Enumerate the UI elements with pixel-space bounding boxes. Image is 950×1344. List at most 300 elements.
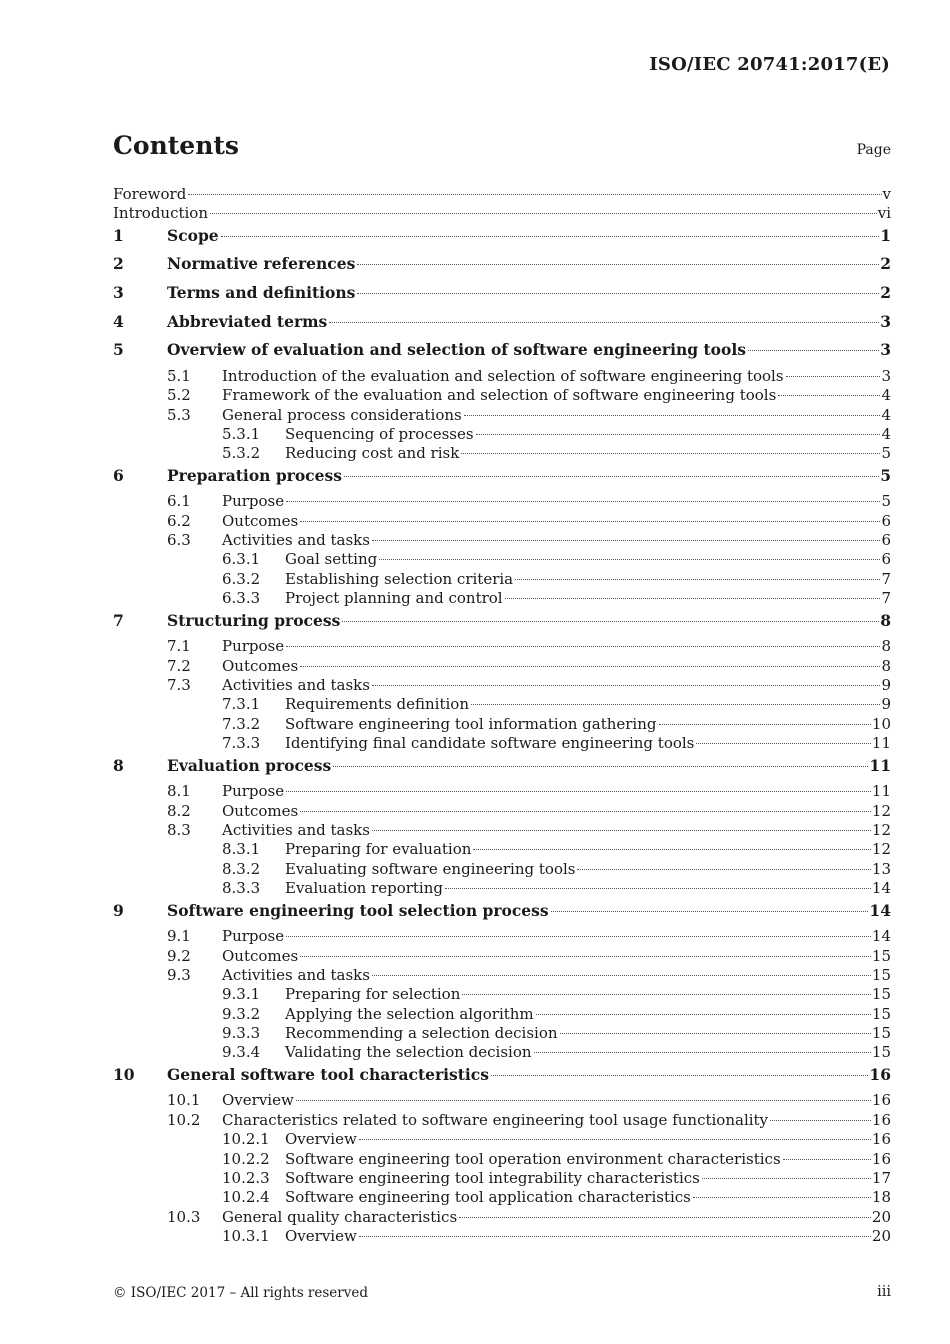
- toc-entry-line: [222, 782, 891, 801]
- toc-entry-number: 7.3.2: [222, 714, 261, 733]
- toc-entry-page: 5: [881, 444, 891, 463]
- toc-entry-page: 9: [881, 676, 891, 695]
- dot-leader: [300, 811, 871, 812]
- dot-leader: [188, 194, 881, 195]
- toc-entry[interactable]: [113, 1227, 891, 1246]
- toc-entry-number: 5.3.1: [222, 424, 261, 443]
- dot-leader: [560, 1033, 871, 1034]
- toc-entry-title: Software engineering tool application characteristics: [285, 1188, 691, 1207]
- page-column-label: Page: [856, 142, 891, 158]
- toc-entry[interactable]: [113, 1024, 891, 1043]
- toc-entry-title: Sequencing of processes: [285, 424, 474, 443]
- toc-entry-title: General process considerations: [222, 405, 462, 424]
- toc-entry-page: 16: [869, 1064, 891, 1084]
- toc-entry-line: [167, 609, 891, 633]
- toc-entry-title: Outcomes: [222, 656, 299, 675]
- toc-entry-title: Preparing for evaluation: [285, 840, 472, 859]
- toc-entry-number: 8.3.1: [222, 840, 261, 859]
- toc-entry-title: Overview of evaluation and selection of software engineering tools: [167, 340, 746, 360]
- dot-leader: [464, 415, 881, 416]
- toc-entry-line: [167, 252, 891, 276]
- toc-entry-number: 7.2: [167, 656, 191, 675]
- toc-entry-title: Normative references: [167, 254, 356, 274]
- dot-leader: [534, 1052, 871, 1053]
- toc-entry-title: Goal setting: [285, 550, 378, 569]
- toc-entry-page: 2: [880, 254, 891, 274]
- toc-entry-number: 8.3: [167, 820, 191, 839]
- toc-entry-page: 8: [880, 610, 891, 630]
- toc-entry-title: Outcomes: [222, 801, 299, 820]
- toc-entry-page: 6: [881, 511, 891, 530]
- dot-leader: [357, 293, 879, 294]
- toc-entry-page: v: [882, 185, 891, 203]
- toc-entry[interactable]: [113, 406, 891, 425]
- toc-entry-line: [285, 1043, 891, 1062]
- toc-entry-title: Applying the selection algorithm: [285, 1004, 534, 1023]
- toc-entry[interactable]: [113, 985, 891, 1004]
- toc-entry-number: 6.1: [167, 492, 191, 511]
- dot-leader: [459, 1217, 871, 1218]
- toc-entry[interactable]: [113, 899, 891, 928]
- toc-entry[interactable]: [113, 927, 891, 946]
- toc-entry-number: 3: [113, 282, 124, 302]
- toc-entry[interactable]: [113, 224, 891, 253]
- toc-entry[interactable]: [113, 734, 891, 753]
- toc-entry-title: Purpose: [222, 782, 285, 801]
- dot-leader: [515, 579, 880, 580]
- toc-entry[interactable]: [113, 1043, 891, 1062]
- toc-entry-number: 7.3.1: [222, 695, 261, 714]
- toc-entry-title: Evaluating software engineering tools: [285, 859, 576, 878]
- dot-leader: [473, 849, 870, 850]
- toc-entry-title: Activities and tasks: [222, 965, 370, 984]
- toc-entry[interactable]: [113, 754, 891, 783]
- toc-entry-line: [222, 657, 891, 676]
- toc-entry-page: vi: [877, 204, 891, 223]
- toc-entry-line: [285, 860, 891, 879]
- toc-entry-number: 9.3.1: [222, 985, 261, 1004]
- toc-entry-page: 4: [881, 424, 891, 443]
- dot-leader: [783, 1159, 871, 1160]
- toc-entry-number: 10.3.1: [222, 1227, 270, 1246]
- toc-entry-page: 15: [871, 985, 891, 1004]
- toc-entry-number: 10.2.2: [222, 1149, 270, 1168]
- toc-entry[interactable]: [113, 609, 891, 638]
- toc-entry[interactable]: [113, 1005, 891, 1024]
- toc-entry[interactable]: [113, 512, 891, 531]
- toc-entry-title: Evaluation reporting: [285, 879, 443, 898]
- toc-entry-number: 10.2.3: [222, 1169, 270, 1187]
- dot-leader: [702, 1178, 871, 1179]
- toc-entry-number: 9.3.2: [222, 1004, 261, 1023]
- toc-entry-title: Project planning and control: [285, 589, 503, 608]
- toc-entry[interactable]: [113, 570, 891, 589]
- toc-entry-title: Reducing cost and risk: [285, 444, 460, 463]
- toc-entry[interactable]: [113, 281, 891, 310]
- toc-entry-number: 7.3: [167, 676, 191, 695]
- dot-leader: [286, 936, 871, 937]
- toc-entry-line: [222, 1091, 891, 1110]
- toc-entry-line: [285, 695, 891, 714]
- dot-leader: [551, 911, 869, 912]
- dot-leader: [770, 1120, 871, 1121]
- toc-entry-title: Recommending a selection decision: [285, 1024, 558, 1043]
- toc-entry[interactable]: [113, 464, 891, 493]
- toc-entry-title: Establishing selection criteria: [285, 569, 514, 588]
- toc-entry-title: Software engineering tool selection process: [167, 900, 549, 920]
- toc-entry-page: 4: [881, 405, 891, 424]
- toc-entry-number: 8.3.3: [222, 879, 261, 898]
- toc-entry-page: 16: [871, 1091, 891, 1110]
- toc-entry[interactable]: [113, 1063, 891, 1092]
- toc-entry-title: Abbreviated terms: [167, 311, 328, 331]
- toc-entry-line: [285, 715, 891, 734]
- toc-entry-line: [222, 676, 891, 695]
- toc-entry-page: 15: [871, 965, 891, 984]
- toc-entry-page: 15: [871, 946, 891, 965]
- toc-entry-page: 18: [871, 1188, 891, 1207]
- dot-leader: [372, 830, 871, 831]
- dot-leader: [536, 1014, 871, 1015]
- toc-entry-number: 10: [113, 1064, 135, 1084]
- dot-leader: [445, 888, 871, 889]
- toc-entry-page: 3: [880, 340, 891, 360]
- toc-entry-page: 20: [871, 1227, 891, 1246]
- dot-leader: [300, 666, 880, 667]
- toc-entry[interactable]: [113, 637, 891, 656]
- toc-entry-title: Characteristics related to software engineering tool usage functionality: [222, 1110, 769, 1129]
- toc-entry-line: [222, 386, 891, 405]
- toc-entry-number: 6.3.1: [222, 550, 261, 569]
- toc-entry-title: Introduction: [113, 204, 208, 223]
- toc-entry-page: 3: [881, 366, 891, 385]
- toc-entry[interactable]: [113, 715, 891, 734]
- toc-entry-line: [285, 1150, 891, 1169]
- toc-entry-page: 16: [871, 1130, 891, 1149]
- toc-entry-page: 7: [881, 589, 891, 608]
- toc-entry-title: Software engineering tool operation environment characteristics: [285, 1149, 781, 1168]
- toc-entry-title: Evaluation process: [167, 755, 332, 775]
- toc-entry-line: [167, 754, 891, 778]
- toc-entry-title: Software engineering tool information gathering: [285, 714, 657, 733]
- dot-leader: [476, 434, 881, 435]
- toc-entry-title: Software engineering tool integrability characteristics: [285, 1169, 700, 1187]
- toc-entry-line: [222, 947, 891, 966]
- toc-entry[interactable]: [113, 1091, 891, 1110]
- toc-entry-title: Outcomes: [222, 511, 299, 530]
- toc-entry-page: 14: [871, 927, 891, 946]
- toc-entry[interactable]: [113, 860, 891, 879]
- toc-entry-page: 14: [871, 879, 891, 898]
- dot-leader: [786, 376, 881, 377]
- toc-entry-title: General quality characteristics: [222, 1207, 458, 1226]
- toc-entry-page: 1: [880, 225, 891, 245]
- toc-entry-line: [285, 985, 891, 1004]
- toc-entry-line: [285, 1188, 891, 1207]
- toc-entry[interactable]: [113, 550, 891, 569]
- dot-leader: [372, 975, 871, 976]
- toc-entry[interactable]: [113, 1188, 891, 1207]
- toc-entry-page: 4: [881, 386, 891, 405]
- document-id: ISO/IEC 20741:2017(E): [649, 54, 890, 75]
- toc-entry-title: Introduction of the evaluation and selection of software engineering tools: [222, 366, 784, 385]
- footer-page-number: iii: [877, 1284, 891, 1300]
- toc-entry-line: [167, 281, 891, 305]
- dot-leader: [379, 559, 880, 560]
- dot-leader: [372, 540, 881, 541]
- toc-entry-title: Identifying final candidate software engineering tools: [285, 734, 695, 753]
- dot-leader: [748, 350, 879, 351]
- toc-entry-title: Activities and tasks: [222, 676, 370, 695]
- toc-entry[interactable]: [113, 1208, 891, 1227]
- dot-leader: [696, 743, 871, 744]
- toc-entry-line: [222, 1111, 891, 1130]
- toc-entry[interactable]: [113, 657, 891, 676]
- toc-entry-line: [222, 637, 891, 656]
- toc-entry[interactable]: [113, 966, 891, 985]
- toc-entry-page: 15: [871, 1004, 891, 1023]
- toc-entry-page: 10: [871, 714, 891, 733]
- toc-entry-page: 16: [871, 1149, 891, 1168]
- toc-entry-title: Activities and tasks: [222, 531, 370, 550]
- dot-leader: [221, 236, 880, 237]
- toc-entry-number: 7.3.3: [222, 734, 261, 753]
- toc-entry-line: [285, 1227, 891, 1246]
- toc-entry-number: 2: [113, 254, 124, 274]
- toc-entry-page: 8: [881, 637, 891, 656]
- toc-entry-line: [285, 1024, 891, 1043]
- toc-entry-page: 16: [871, 1110, 891, 1129]
- dot-leader: [300, 956, 871, 957]
- toc-entry-line: [167, 464, 891, 488]
- dot-leader: [286, 646, 880, 647]
- dot-leader: [471, 704, 880, 705]
- toc-entry-line: [222, 966, 891, 985]
- toc-entry[interactable]: [113, 947, 891, 966]
- toc-entry-page: 12: [871, 840, 891, 859]
- toc-entry-number: 5.3: [167, 405, 191, 424]
- toc-entry-page: 6: [881, 531, 891, 550]
- dot-leader: [372, 685, 881, 686]
- toc-entry-number: 10.2.4: [222, 1188, 270, 1207]
- toc-entry-number: 9.3: [167, 965, 191, 984]
- dot-leader: [329, 322, 879, 323]
- toc-entry-title: Framework of the evaluation and selection of software engineering tools: [222, 386, 777, 405]
- toc-entry-line: [285, 840, 891, 859]
- toc-entry-page: 20: [871, 1207, 891, 1226]
- toc-entry-page: 8: [881, 656, 891, 675]
- dot-leader: [778, 395, 880, 396]
- toc-entry-number: 9.3.3: [222, 1024, 261, 1043]
- toc-entry-page: 7: [881, 569, 891, 588]
- toc-entry-page: 9: [881, 695, 891, 714]
- dot-leader: [659, 724, 871, 725]
- toc-entry-number: 5.1: [167, 366, 191, 385]
- toc-entry-line: [285, 550, 891, 569]
- toc-entry-number: 7.1: [167, 637, 191, 656]
- toc-entry[interactable]: [113, 879, 891, 898]
- toc-entry-line: [167, 224, 891, 248]
- toc-entry-number: 7: [113, 610, 124, 630]
- toc-entry-line: [285, 734, 891, 753]
- toc-entry-title: General software tool characteristics: [167, 1064, 489, 1084]
- toc-entry[interactable]: [113, 802, 891, 821]
- toc-entry[interactable]: [113, 492, 891, 511]
- toc-entry-number: 10.3: [167, 1207, 201, 1226]
- toc-entry-number: 6.3.2: [222, 569, 261, 588]
- dot-leader: [342, 621, 879, 622]
- toc-entry-number: 1: [113, 225, 124, 245]
- toc-entry[interactable]: [113, 676, 891, 695]
- page-title: Contents: [113, 131, 240, 160]
- toc-entry-number: 6.3.3: [222, 589, 261, 608]
- dot-leader: [300, 521, 880, 522]
- toc-entry-number: 9.1: [167, 927, 191, 946]
- toc-entry[interactable]: [113, 589, 891, 608]
- toc-entry-page: 15: [871, 1043, 891, 1062]
- toc-entry-line: [222, 512, 891, 531]
- toc-entry-line: [167, 310, 891, 334]
- toc-entry[interactable]: [113, 425, 891, 444]
- toc-entry-page: 11: [871, 782, 891, 801]
- toc-entry[interactable]: [113, 367, 891, 386]
- toc-entry-title: Foreword: [113, 185, 187, 203]
- toc-entry-title: Validating the selection decision: [285, 1043, 532, 1062]
- toc-entry[interactable]: [113, 531, 891, 550]
- toc-entry-number: 8: [113, 755, 124, 775]
- dot-leader: [344, 476, 879, 477]
- toc-entry-page: 11: [869, 755, 891, 775]
- dot-leader: [357, 264, 879, 265]
- toc-entry-page: 2: [880, 282, 891, 302]
- toc-entry-number: 9.2: [167, 946, 191, 965]
- toc-entry-line: [285, 589, 891, 608]
- toc-entry-line: [167, 338, 891, 362]
- toc-entry-line: [285, 425, 891, 444]
- toc-entry-line: [285, 1130, 891, 1149]
- toc-entry[interactable]: [113, 252, 891, 281]
- toc-entry-number: 10.2.1: [222, 1130, 270, 1149]
- toc-entry-title: Overview: [222, 1091, 294, 1110]
- toc-entry-line: [222, 927, 891, 946]
- toc-entry-title: Overview: [285, 1130, 357, 1149]
- dot-leader: [462, 994, 871, 995]
- toc-entry-title: Preparing for selection: [285, 985, 461, 1004]
- toc-entry-number: 5: [113, 340, 124, 360]
- toc-entry-title: Purpose: [222, 492, 285, 511]
- toc-entry[interactable]: [113, 204, 891, 223]
- toc-entry-number: 8.3.2: [222, 859, 261, 878]
- toc-entry-page: 11: [871, 734, 891, 753]
- toc-entry-title: Overview: [285, 1227, 357, 1246]
- dot-leader: [577, 869, 870, 870]
- toc-entry-line: [222, 367, 891, 386]
- toc-entry-number: 4: [113, 311, 124, 331]
- toc-entry-number: 6.2: [167, 511, 191, 530]
- toc-entry[interactable]: [113, 310, 891, 339]
- toc-entry-title: Scope: [167, 225, 219, 245]
- dot-leader: [505, 598, 881, 599]
- toc-entry-line: [285, 1005, 891, 1024]
- toc-entry-line: [285, 570, 891, 589]
- toc-entry[interactable]: [113, 338, 891, 367]
- toc-entry-line: [222, 406, 891, 425]
- toc-entry[interactable]: [113, 444, 891, 463]
- toc-entry[interactable]: [113, 821, 891, 840]
- toc-entry[interactable]: [113, 695, 891, 714]
- toc-entry-page: 3: [880, 311, 891, 331]
- toc-entry[interactable]: [113, 1150, 891, 1169]
- toc-entry-line: [167, 1063, 891, 1087]
- toc-entry-page: 5: [880, 465, 891, 485]
- toc-entry-title: Requirements definition: [285, 695, 469, 714]
- toc-entry-line: [222, 531, 891, 550]
- dot-leader: [359, 1139, 871, 1140]
- toc-entry-title: Purpose: [222, 637, 285, 656]
- dot-leader: [296, 1100, 871, 1101]
- dot-leader: [359, 1236, 871, 1237]
- dot-leader: [461, 453, 880, 454]
- toc-entry-number: 9: [113, 900, 124, 920]
- dot-leader: [286, 501, 880, 502]
- toc-entry[interactable]: [113, 1130, 891, 1149]
- dot-leader: [491, 1075, 868, 1076]
- toc-entry-line: [113, 204, 891, 222]
- toc-entry-title: Preparation process: [167, 465, 342, 485]
- toc-entry-title: Purpose: [222, 927, 285, 946]
- toc-entry-line: [222, 492, 891, 511]
- toc-entry-number: 6.3: [167, 531, 191, 550]
- toc-entry-page: 13: [871, 859, 891, 878]
- toc-entry[interactable]: [113, 386, 891, 405]
- toc-entry-line: [285, 1169, 891, 1188]
- toc-entry-title: Outcomes: [222, 946, 299, 965]
- toc-entry-title: Structuring process: [167, 610, 341, 630]
- toc-entry-line: [285, 444, 891, 463]
- toc-entry[interactable]: [113, 1111, 891, 1130]
- toc-entry-page: 12: [871, 801, 891, 820]
- toc-entry-number: 10.1: [167, 1091, 201, 1110]
- toc-entry-title: Terms and definitions: [167, 282, 356, 302]
- toc-entry-page: 12: [871, 820, 891, 839]
- dot-leader: [286, 791, 871, 792]
- toc-entry-number: 5.2: [167, 386, 191, 405]
- toc-entry[interactable]: [113, 840, 891, 859]
- dot-leader: [693, 1197, 871, 1198]
- dot-leader: [333, 766, 868, 767]
- toc-entry-page: 5: [881, 492, 891, 511]
- toc-entry-line: [285, 879, 891, 898]
- footer-copyright: © ISO/IEC 2017 – All rights reserved: [113, 1285, 368, 1301]
- toc-header: [113, 131, 891, 165]
- toc-entry-number: 9.3.4: [222, 1043, 261, 1062]
- toc-entry-line: [222, 802, 891, 821]
- dot-leader: [210, 213, 877, 214]
- toc-entry-title: Activities and tasks: [222, 820, 370, 839]
- toc-entry-page: 17: [871, 1169, 891, 1187]
- toc-entry-page: 14: [869, 900, 891, 920]
- toc-entry-page: 6: [881, 550, 891, 569]
- table-of-contents: [113, 185, 891, 1247]
- toc-entry-number: 8.1: [167, 782, 191, 801]
- toc-entry-line: [113, 185, 891, 203]
- toc-entry[interactable]: [113, 185, 891, 204]
- toc-entry-number: 10.2: [167, 1110, 201, 1129]
- toc-entry-number: 8.2: [167, 801, 191, 820]
- toc-entry-number: 5.3.2: [222, 444, 261, 463]
- toc-entry[interactable]: [113, 782, 891, 801]
- toc-entry[interactable]: [113, 1169, 891, 1188]
